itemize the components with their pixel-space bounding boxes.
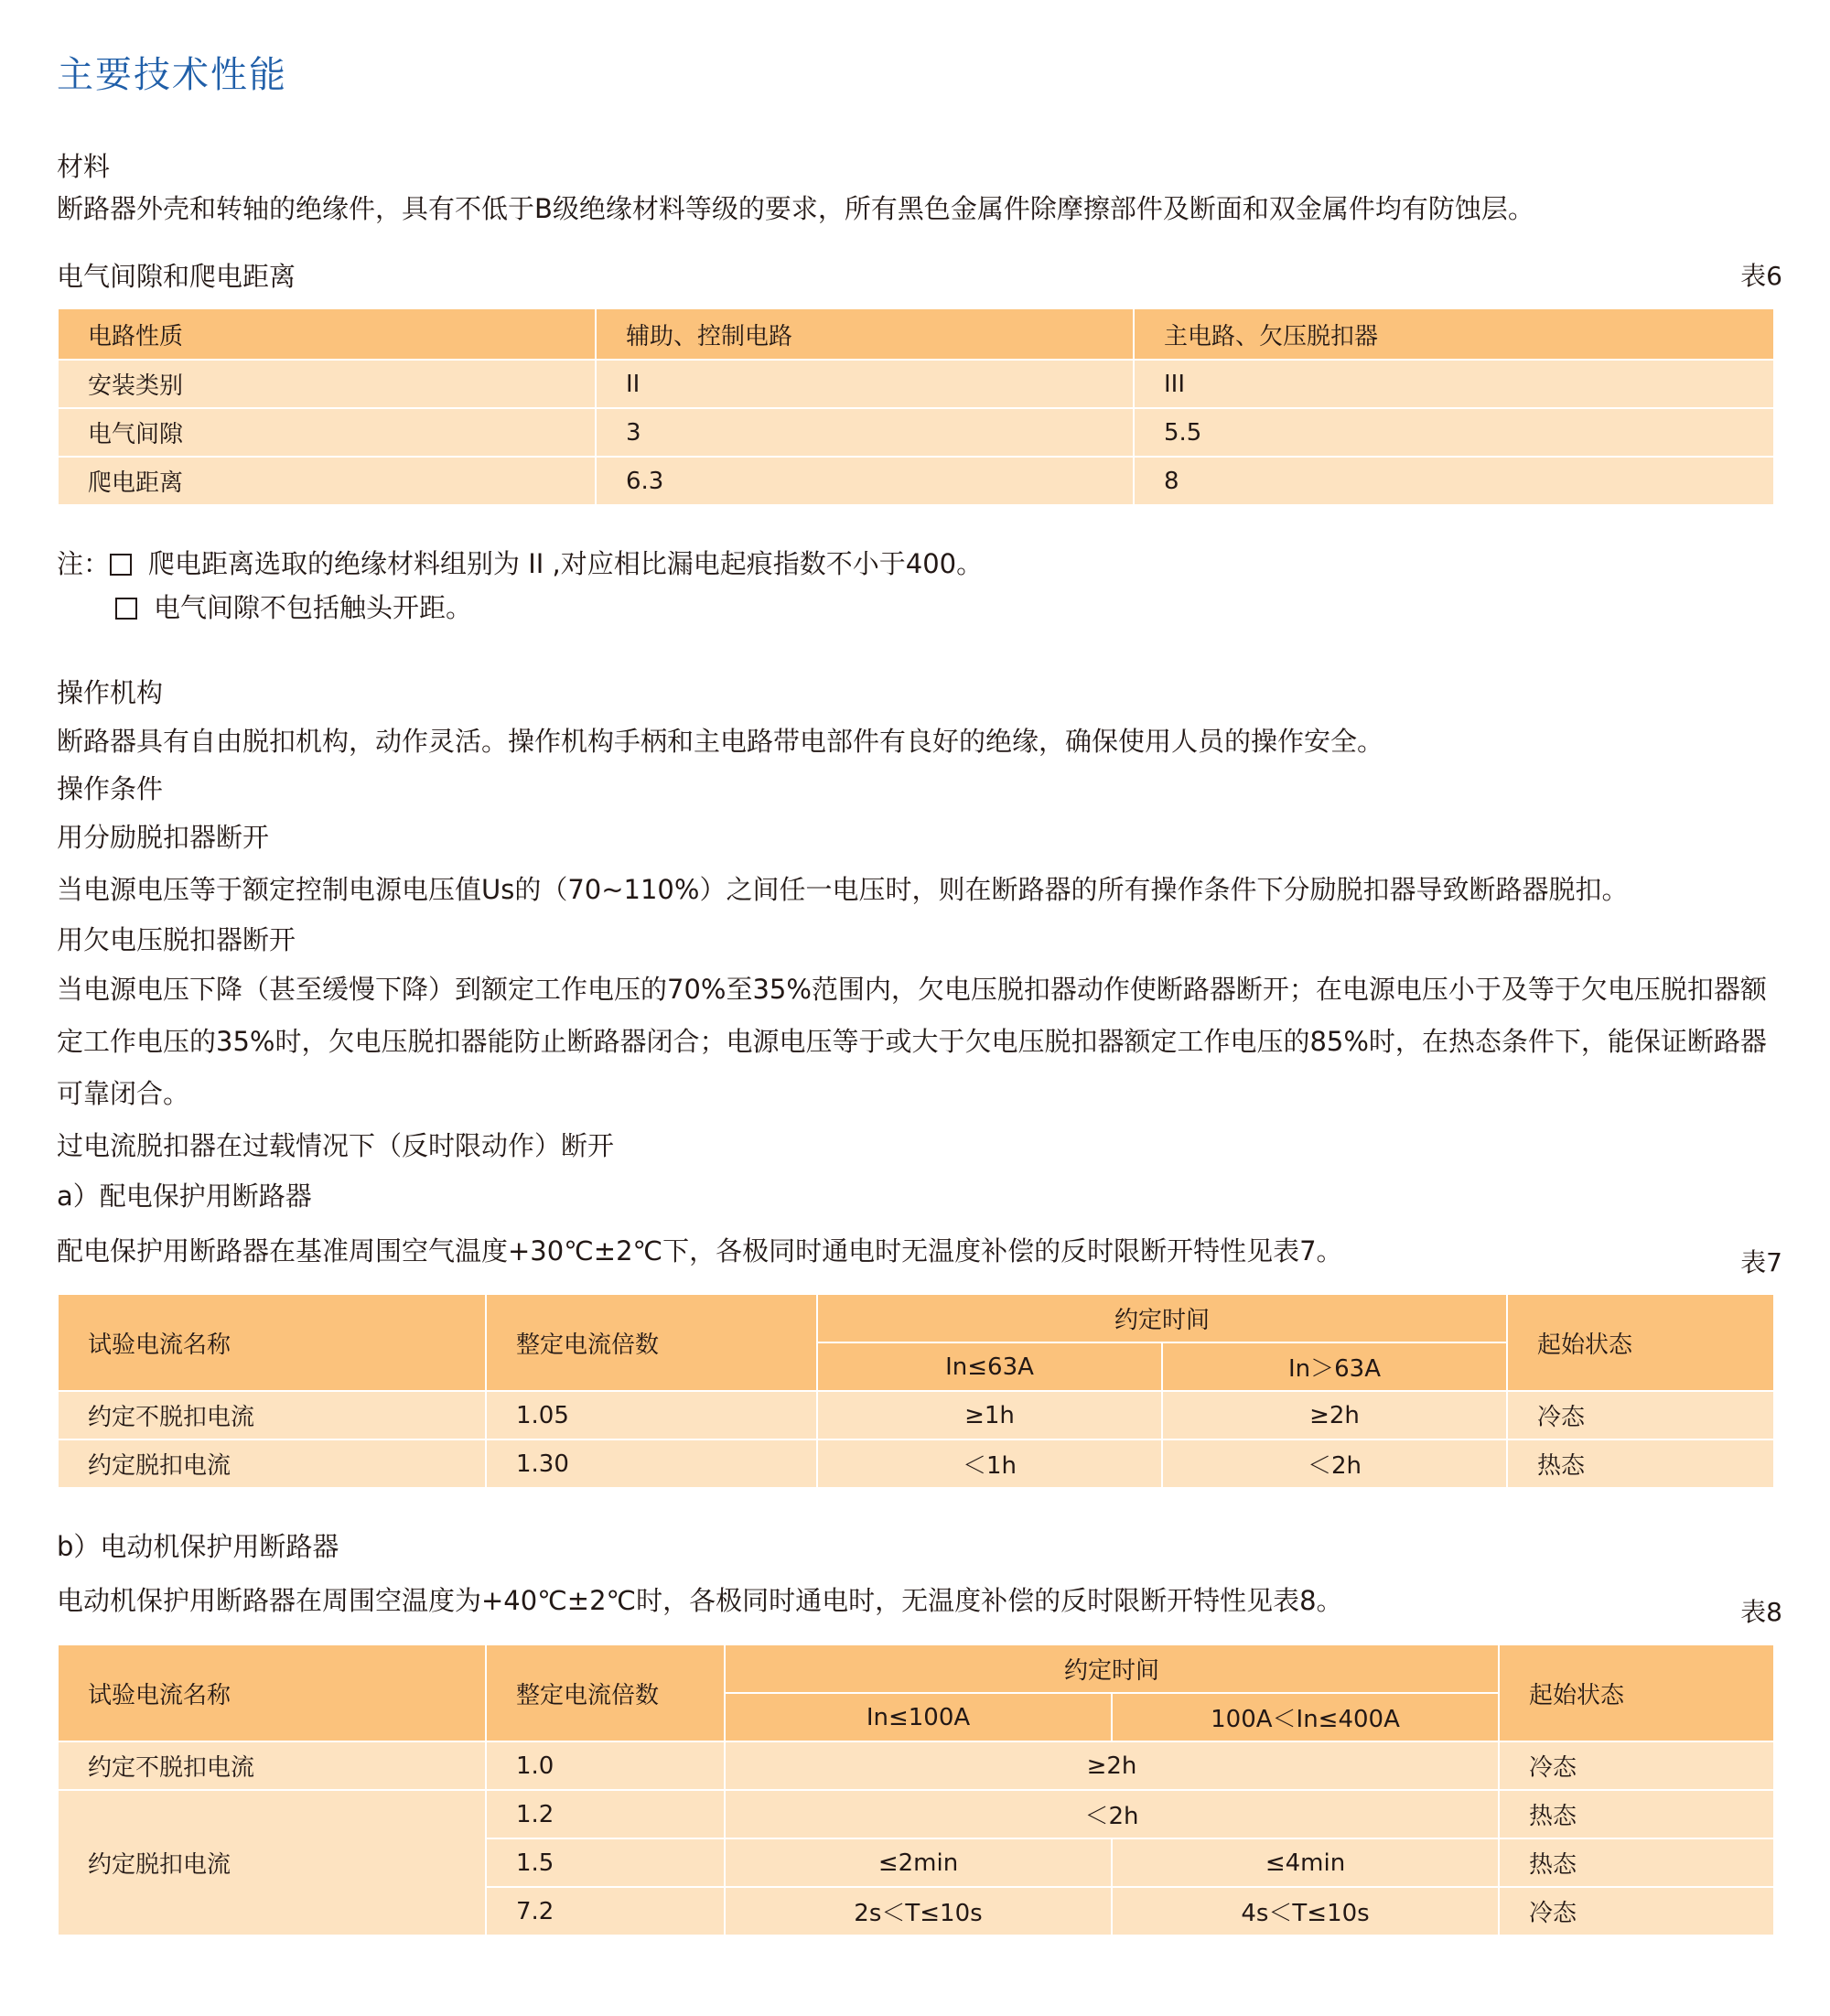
table-cell: III xyxy=(1134,360,1774,408)
table-cell: 6.3 xyxy=(596,457,1134,505)
table-cell: ≤4min xyxy=(1112,1838,1499,1887)
header-cell: 整定电流倍数 xyxy=(486,1294,817,1391)
table-cell: 约定不脱扣电流 xyxy=(58,1741,486,1790)
table-row xyxy=(58,1439,1774,1488)
table-cell: 7.2 xyxy=(486,1887,725,1935)
table-cell: ＜2h xyxy=(725,1790,1499,1838)
table-row xyxy=(58,1790,1774,1838)
checkbox-icon xyxy=(110,554,132,576)
shunt-heading: 用分励脱扣器断开 xyxy=(57,822,270,853)
table-cell: 约定不脱扣电流 xyxy=(58,1391,486,1439)
table-row xyxy=(58,360,1774,408)
table-cell: 爬电距离 xyxy=(58,457,596,505)
conditions-heading: 操作条件 xyxy=(57,773,164,804)
note-text: 爬电距离选取的绝缘材料组别为 II ,对应相比漏电起痕指数不小于400。 xyxy=(148,548,984,579)
header-cell: 起始状态 xyxy=(1499,1644,1774,1741)
clearance-table xyxy=(57,307,1775,506)
table-cell: 3 xyxy=(596,408,1134,457)
header-cell: 试验电流名称 xyxy=(58,1294,486,1391)
note-1 xyxy=(57,544,983,581)
table-cell: 1.2 xyxy=(486,1790,725,1838)
header-cell: 约定时间 xyxy=(725,1644,1499,1693)
table-cell: ≤2min xyxy=(725,1838,1112,1887)
note-text: 电气间隙不包括触头开距。 xyxy=(154,592,473,623)
header-cell: 试验电流名称 xyxy=(58,1644,486,1741)
motor-heading: b）电动机保护用断路器 xyxy=(57,1531,339,1562)
header-cell: 主电路、欠压脱扣器 xyxy=(1134,308,1774,360)
table-cell: 热态 xyxy=(1499,1838,1774,1887)
table-cell: 1.5 xyxy=(486,1838,725,1887)
table-cell: ≥2h xyxy=(1162,1391,1507,1439)
table-header-row xyxy=(58,1644,1774,1693)
table-cell: ≥2h xyxy=(725,1741,1499,1790)
header-cell: 起始状态 xyxy=(1507,1294,1774,1391)
header-cell: In≤63A xyxy=(817,1342,1162,1391)
header-cell: 100A＜In≤400A xyxy=(1112,1693,1499,1741)
motor-text: 电动机保护用断路器在周围空温度为+40℃±2℃时，各极同时通电时，无温度补偿的反时限断开特性见表8。 xyxy=(57,1585,1343,1616)
header-cell: 电路性质 xyxy=(58,308,596,360)
table-cell: 1.05 xyxy=(486,1391,817,1439)
materials-text: 断路器外壳和转轴的绝缘件，具有不低于B级绝缘材料等级的要求，所有黑色金属件除摩擦部件及断面和双金属件均有防蚀层。 xyxy=(57,193,1534,224)
table-cell: II xyxy=(596,360,1134,408)
mechanism-heading: 操作机构 xyxy=(57,677,164,708)
table-cell: 1.30 xyxy=(486,1439,817,1488)
table-row xyxy=(58,457,1774,505)
table-row xyxy=(58,408,1774,457)
table-row xyxy=(58,1391,1774,1439)
table-cell: 8 xyxy=(1134,457,1774,505)
distribution-heading: a）配电保护用断路器 xyxy=(57,1180,312,1212)
table-row xyxy=(58,1741,1774,1790)
table-header-row xyxy=(58,1294,1774,1342)
table7-label: 表7 xyxy=(1740,1247,1782,1278)
table-cell: ≥1h xyxy=(817,1391,1162,1439)
table-cell: 安装类别 xyxy=(58,360,596,408)
table-cell: 冷态 xyxy=(1507,1391,1774,1439)
materials-heading: 材料 xyxy=(57,151,111,182)
distribution-text: 配电保护用断路器在基准周围空气温度+30℃±2℃下，各极同时通电时无温度补偿的反时限断开特性见表7。 xyxy=(57,1235,1343,1267)
table-cell: 约定脱扣电流 xyxy=(58,1439,486,1488)
header-cell: 辅助、控制电路 xyxy=(596,308,1134,360)
table6-label: 表6 xyxy=(1740,261,1782,291)
table-cell: 4s＜T≤10s xyxy=(1112,1887,1499,1935)
header-cell: 整定电流倍数 xyxy=(486,1644,725,1741)
table-cell: 5.5 xyxy=(1134,408,1774,457)
mechanism-text: 断路器具有自由脱扣机构，动作灵活。操作机构手柄和主电路带电部件有良好的绝缘，确保使用人员的操作安全。 xyxy=(57,726,1384,757)
under-text: 当电源电压下降（甚至缓慢下降）到额定工作电压的70%至35%范围内，欠电压脱扣器动作使断路器断开；在电源电压小于及等于欠电压脱扣器额定工作电压的35%时，欠电压脱扣器能防止断路器闭合；电源电压等于或大于欠电压脱扣器额定工作电压的85%时，在热态条件下，能保证断路器可靠闭合。 xyxy=(57,974,1767,1109)
table-cell: 2s＜T≤10s xyxy=(725,1887,1112,1935)
page-title: 主要技术性能 xyxy=(57,54,287,96)
header-cell: In＞63A xyxy=(1162,1342,1507,1391)
table8-label: 表8 xyxy=(1740,1597,1782,1627)
table-cell: 冷态 xyxy=(1499,1741,1774,1790)
checkbox-icon xyxy=(115,598,137,620)
table-cell: ＜2h xyxy=(1162,1439,1507,1488)
clearance-heading: 电气间隙和爬电距离 xyxy=(57,261,296,292)
note-2 xyxy=(115,588,472,625)
table-header-row xyxy=(58,308,1774,360)
table-cell: 热态 xyxy=(1507,1439,1774,1488)
table-cell: ＜1h xyxy=(817,1439,1162,1488)
table-cell: 热态 xyxy=(1499,1790,1774,1838)
table-cell: 1.0 xyxy=(486,1741,725,1790)
shunt-text: 当电源电压等于额定控制电源电压值Us的（70~110%）之间任一电压时，则在断路器的所有操作条件下分励脱扣器导致断路器脱扣。 xyxy=(57,874,1629,905)
header-cell: 约定时间 xyxy=(817,1294,1507,1342)
note-prefix: 注： xyxy=(57,548,111,579)
table-cell: 冷态 xyxy=(1499,1887,1774,1935)
motor-table xyxy=(57,1644,1775,1936)
overcurrent-heading: 过电流脱扣器在过载情况下（反时限动作）断开 xyxy=(57,1130,615,1161)
under-heading: 用欠电压脱扣器断开 xyxy=(57,924,296,955)
header-cell: In≤100A xyxy=(725,1693,1112,1741)
table-cell: 约定脱扣电流 xyxy=(58,1790,486,1935)
distribution-table xyxy=(57,1293,1775,1489)
table-cell: 电气间隙 xyxy=(58,408,596,457)
